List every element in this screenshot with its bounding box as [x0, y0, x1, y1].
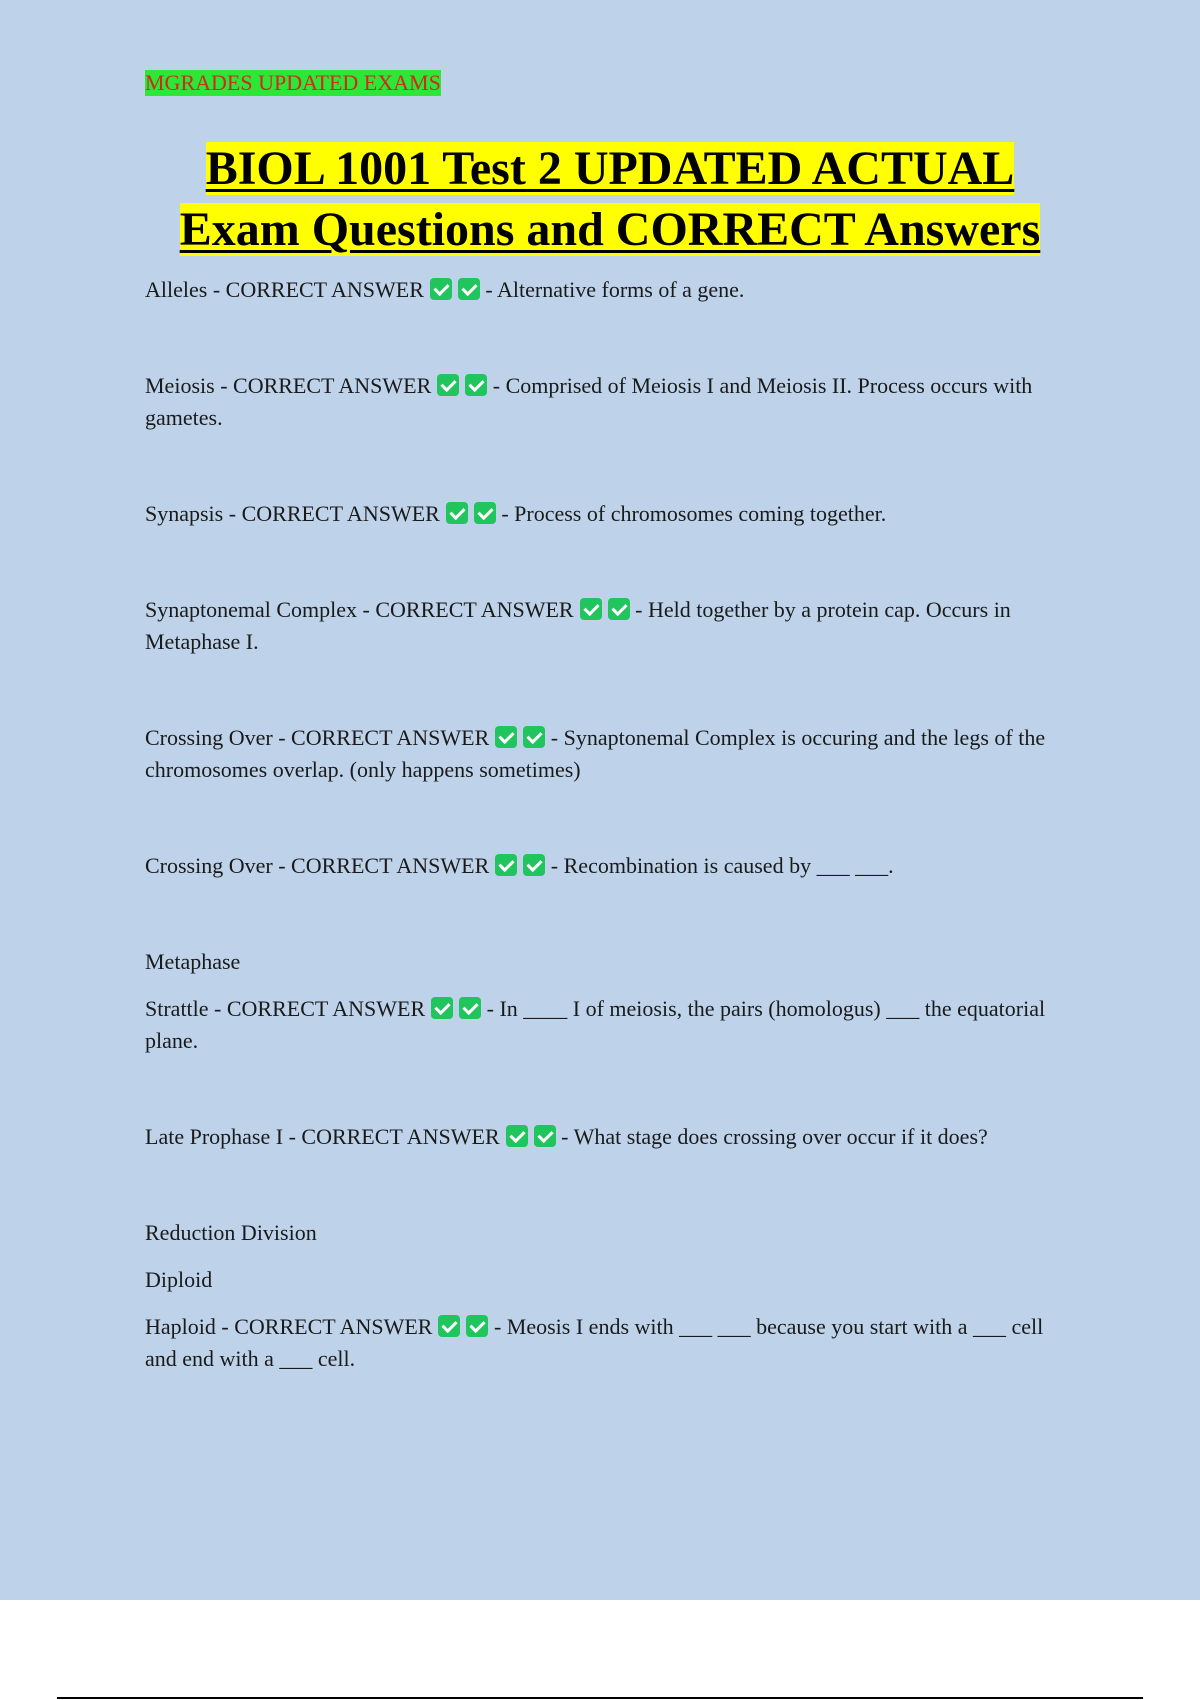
green-check-icon	[506, 1125, 528, 1147]
correct-answer-label: CORRECT ANSWER	[301, 1124, 500, 1149]
green-check-icon	[459, 997, 481, 1019]
entry-term: Crossing Over	[145, 725, 273, 750]
separator: -	[283, 1124, 302, 1149]
qa-entry	[145, 722, 1075, 786]
correct-answer-label: CORRECT ANSWER	[233, 373, 432, 398]
qa-entry	[145, 993, 1075, 1057]
entry-answer: Alternative forms of a gene.	[497, 277, 745, 302]
green-check-icon	[580, 598, 602, 620]
separator: -	[545, 853, 564, 878]
entry-term: Alleles	[145, 277, 208, 302]
green-check-icon	[438, 1315, 460, 1337]
entry-answer: Process of chromosomes coming together.	[514, 501, 887, 526]
entry-answer: What stage does crossing over occur if it does?	[573, 1124, 988, 1149]
green-check-icon	[534, 1125, 556, 1147]
qa-entry	[145, 850, 1075, 882]
correct-answer-label: CORRECT ANSWER	[375, 597, 574, 622]
green-check-icon	[495, 854, 517, 876]
page-inner	[145, 70, 1075, 1375]
qa-entries	[145, 274, 1075, 1375]
separator: -	[555, 1124, 574, 1149]
green-check-icon	[466, 1315, 488, 1337]
qa-entry	[145, 274, 1075, 306]
entry-answer: Meosis I ends with ___ ___ because you start with a ___ cell and end with a ___ cell.	[145, 1314, 1044, 1371]
separator: -	[629, 597, 648, 622]
entry-term: Crossing Over	[145, 853, 273, 878]
green-check-icon	[608, 598, 630, 620]
entry-term: Synaptonemal Complex	[145, 597, 358, 622]
separator: -	[207, 277, 226, 302]
green-check-icon	[465, 374, 487, 396]
correct-answer-label: CORRECT ANSWER	[291, 725, 490, 750]
qa-entry	[145, 1311, 1075, 1375]
green-check-icon	[446, 502, 468, 524]
separator: -	[223, 501, 242, 526]
qa-entry-pre-line: Metaphase	[145, 949, 241, 974]
entry-term: Strattle	[145, 996, 209, 1021]
separator: -	[272, 725, 292, 750]
entry-term: Meiosis	[145, 373, 215, 398]
correct-answer-label: CORRECT ANSWER	[225, 277, 424, 302]
separator: -	[272, 853, 292, 878]
entry-term: Synapsis	[145, 501, 224, 526]
separator: -	[357, 597, 376, 622]
green-check-icon	[458, 278, 480, 300]
separator: -	[208, 996, 227, 1021]
correct-answer-label: CORRECT ANSWER	[234, 1314, 433, 1339]
green-check-icon	[430, 278, 452, 300]
correct-answer-label: CORRECT ANSWER	[241, 501, 440, 526]
green-check-icon	[523, 726, 545, 748]
correct-answer-label: CORRECT ANSWER	[226, 996, 426, 1021]
separator: -	[487, 373, 506, 398]
green-check-icon	[437, 374, 459, 396]
green-check-icon	[431, 997, 453, 1019]
separator: -	[488, 1314, 507, 1339]
qa-entry	[145, 498, 1075, 530]
footer-divider	[57, 1697, 1143, 1699]
entry-answer: Held together by a protein cap. Occurs in Metaphase I.	[145, 597, 1011, 654]
qa-entry	[145, 1121, 1075, 1153]
watermark-label: MGRADES UPDATED EXAMS	[145, 70, 441, 95]
document-title	[145, 138, 1075, 260]
green-check-icon	[523, 854, 545, 876]
entry-term: Haploid	[145, 1314, 216, 1339]
qa-entry-pre-line: Diploid	[145, 1267, 213, 1292]
separator: -	[495, 501, 515, 526]
qa-entry	[145, 370, 1075, 434]
correct-answer-label: CORRECT ANSWER	[291, 853, 490, 878]
green-check-icon	[474, 502, 496, 524]
separator: -	[481, 996, 500, 1021]
entry-term: Late Prophase I	[145, 1124, 284, 1149]
separator: -	[214, 373, 234, 398]
title-line-2: Exam Questions and CORRECT Answers	[179, 203, 1041, 256]
entry-answer: Recombination is caused by ___ ___.	[563, 853, 894, 878]
qa-entry	[145, 594, 1075, 658]
qa-entry-pre-line: Reduction Division	[145, 1220, 317, 1245]
separator: -	[215, 1314, 235, 1339]
green-check-icon	[495, 726, 517, 748]
entry-answer: In ____ I of meiosis, the pairs (homologus) ___ the equatorial plane.	[145, 996, 1046, 1053]
entry-answer: Comprised of Meiosis I and Meiosis II. Process occurs with gametes.	[145, 373, 1033, 430]
entry-answer: Synaptonemal Complex is occuring and the legs of the chromosomes overlap. (only happens sometimes)	[145, 725, 1046, 782]
separator: -	[545, 725, 564, 750]
title-line-1: BIOL 1001 Test 2 UPDATED ACTUAL	[205, 142, 1015, 195]
separator: -	[479, 277, 498, 302]
